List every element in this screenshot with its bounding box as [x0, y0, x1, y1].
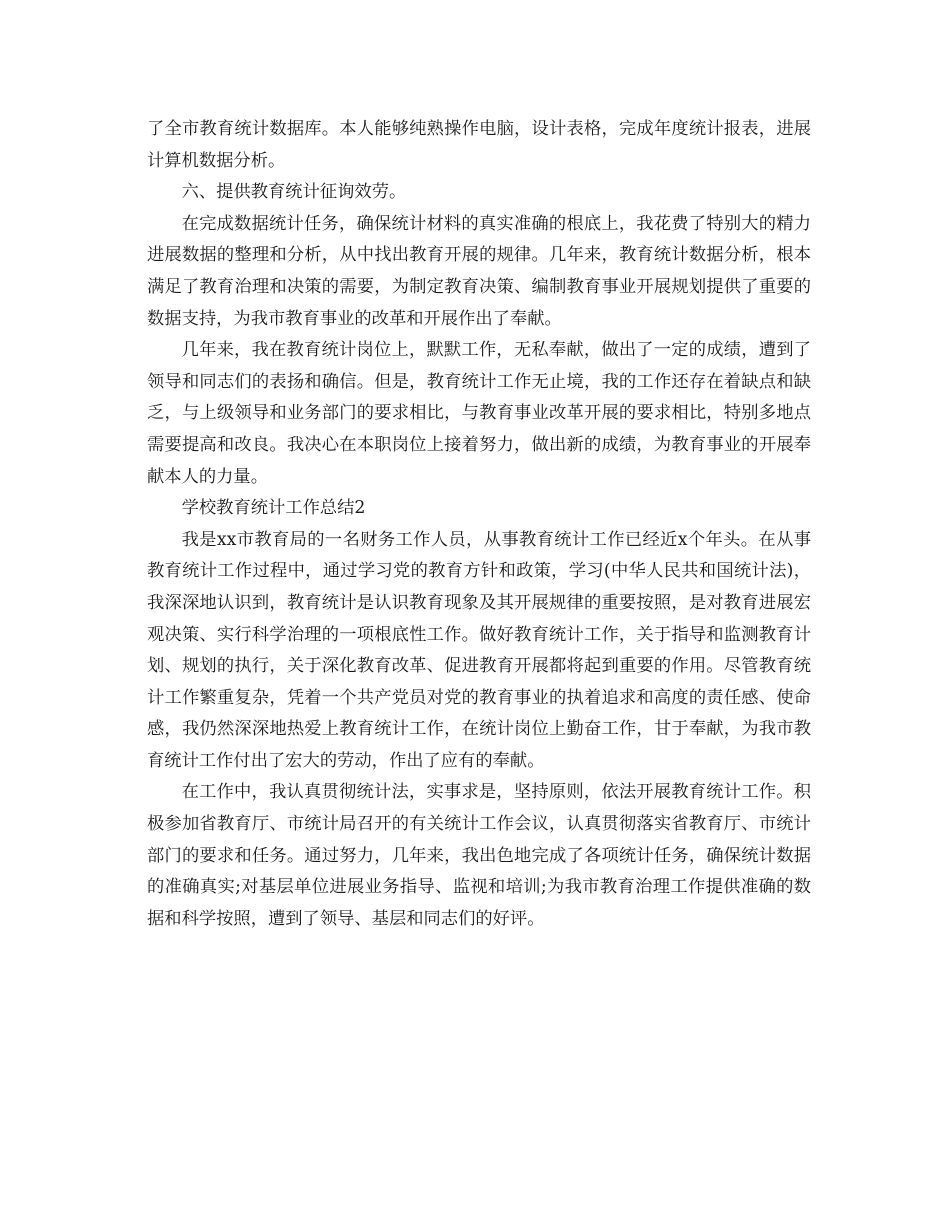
paragraph-7: 在工作中，我认真贯彻统计法，实事求是，坚持原则，依法开展教育统计工作。积极参加省教育厅、市统计局召开的有关统计工作会议，认真贯彻落实省教育厅、市统计部门的要求和任务。通过努力，几年来，我出色地完成了各项统计任务，确保统计数据的准确真实;对基层单位进展业务指导、监视和培训;为我市教育治理工作提供准确的数据和科学按照，遭到了领导、基层和同志们的好评。	[147, 782, 811, 929]
section-title: 学校教育统计工作总结2	[181, 498, 366, 519]
paragraph-2-heading: 六、提供教育统计征询效劳。	[181, 182, 407, 203]
paragraph-3: 在完成数据统计任务，确保统计材料的真实准确的根底上，我花费了特别大的精力进展数据的整理和分析，从中找出教育开展的规律。几年来，教育统计数据分析，根本满足了教育治理和决策的需要，为制定教育决策、编制教育事业开展规划提供了重要的数据支持，为我市教育事业的改革和开展作出了奉献。	[147, 213, 811, 329]
paragraph-1: 了全市教育统计数据库。本人能够纯熟操作电脑，设计表格，完成年度统计报表，进展计算机数据分析。	[147, 119, 811, 171]
paragraph-6: 我是xx市教育局的一名财务工作人员，从事教育统计工作已经近x个年头。在从事教育统计工作过程中，通过学习党的教育方针和政策，学习(中华人民共和国统计法)，我深深地认识到，教育统计是认识教育现象及其开展规律的重要按照，是对教育进展宏观决策、实行科学治理的一项根底性工作。做好教育统计工作，关于指导和监测教育计划、规划的执行，关于深化教育改革、促进教育开展都将起到重要的作用。尽管教育统计工作繁重复杂，凭着一个共产党员对党的教育事业的执着追求和高度的责任感、使命感，我仍然深深地热爱上教育统计工作，在统计岗位上勤奋工作，甘于奉献，为我市教育统计工作付出了宏大的劳动，作出了应有的奉献。	[147, 529, 811, 771]
document-body	[147, 114, 811, 935]
paragraph-4: 几年来，我在教育统计岗位上，默默工作，无私奉献，做出了一定的成绩，遭到了领导和同志们的表扬和确信。但是，教育统计工作无止境，我的工作还存在着缺点和缺乏，与上级领导和业务部门的要求相比，与教育事业改革开展的要求相比，特别多地点需要提高和改良。我决心在本职岗位上接着努力，做出新的成绩，为教育事业的开展奉献本人的力量。	[147, 340, 811, 487]
